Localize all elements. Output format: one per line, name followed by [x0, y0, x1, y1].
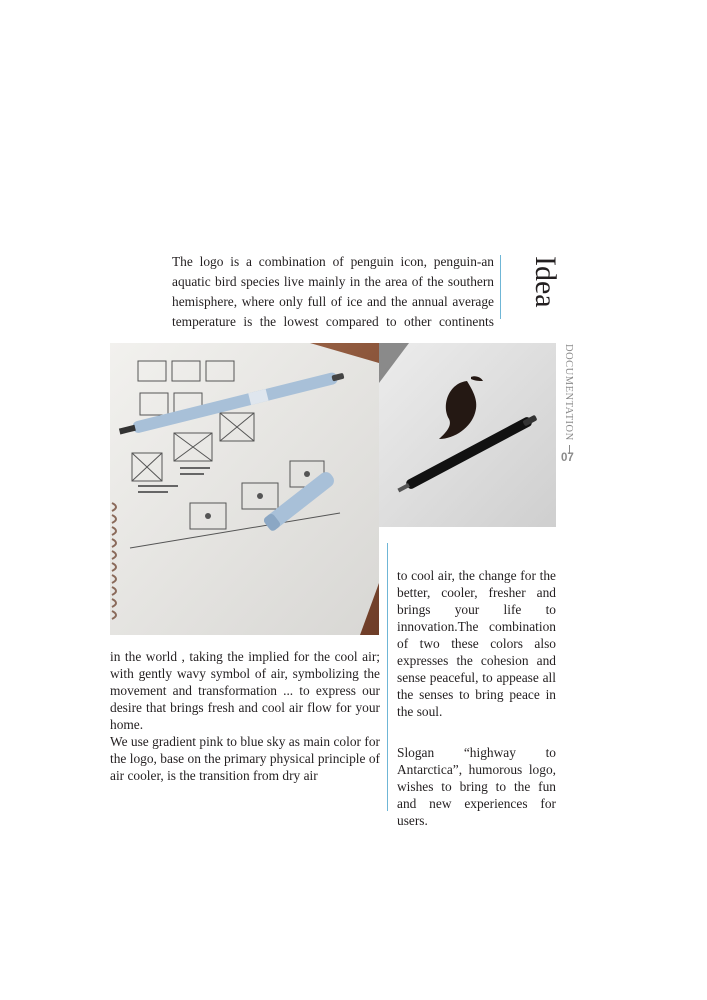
column-divider [387, 543, 388, 811]
section-title: Idea [529, 256, 562, 308]
logo-photo [379, 343, 556, 527]
sketch-photo [110, 343, 379, 635]
documentation-label: DOCUMENTATION [563, 344, 574, 441]
page-number: 07 [561, 452, 574, 464]
left-paragraph-2: We use gradient pink to blue sky as main color for the logo, base on the primary physical principle of air cooler, is the transition from dry air [110, 734, 380, 783]
right-paragraph-1: to cool air, the change for the better, cooler, fresher and brings your life to innovation.The combination of two these colors also expresses the cohesion and sense peaceful, to appease all the senses to bring peace in the soul. [397, 568, 556, 719]
slogan-paragraph: Slogan “highway to Antarctica”, humorous logo, wishes to bring to the fun and new experiences for users. [397, 745, 556, 828]
intro-paragraph: The logo is a combination of penguin icon, penguin-an aquatic bird species live mainly in the area of the southern hemisphere, where only full of ice and the annual average temperature is the lowest compared to other continents [172, 254, 494, 329]
title-divider [500, 255, 501, 319]
left-column [110, 648, 380, 784]
right-column [397, 567, 556, 829]
left-paragraph-1: in the world , taking the implied for the cool air; with gently wavy symbol of air, symbolizing the movement and transformation ... to express our desire that brings fresh and cool air flow for your home. [110, 649, 380, 732]
